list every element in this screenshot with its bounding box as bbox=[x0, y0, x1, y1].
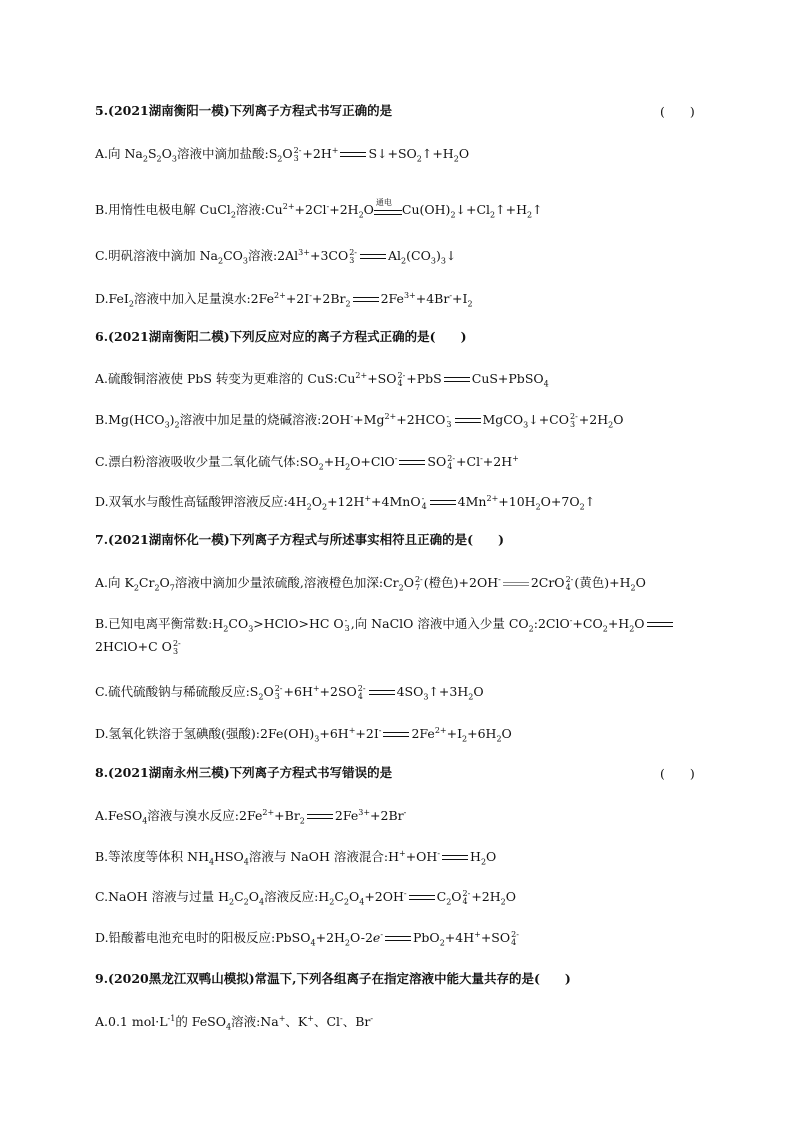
q7-option-b: B.已知电离平衡常数$:H_2CO_3>HClO>HC$ O - 3 ,向 NaClO 溶液中通入少量 $CO_2:2ClO^-+CO_2+H_2O$ bbox=[95, 612, 675, 639]
q6-option-d: D.双氧水与酸性高锰酸钾溶液反应$:4H_2O_2+12H^++4MnO$ - 4 $4Mn^{2+}+10H_2O+7O_2↑$ bbox=[95, 493, 596, 512]
q8-option-a: A.FeSO$_4$溶液与溴水反应$:2Fe^{2+}+Br_2$ $2Fe^{3+}+2Br^-$ bbox=[95, 808, 407, 826]
q5-option-c: C.明矾溶液中滴加 $Na_2CO_3$溶液$:2Al^{3+}+3CO$ 2- 3 $Al_2(CO_3)_3↓$ bbox=[95, 247, 457, 266]
q5-option-a: A.向 $Na_2S_2O_3$溶液中滴加盐酸$:S_2O$ 2- 3 +2H+ $S↓+SO_2↑+H_2O$ bbox=[95, 145, 470, 164]
q8-option-d: D.铅酸蓄电池充电时的阳极反应$:PbSO_4+2H_2O-2e^-$ PbO$_2$+4H++SO 2- 4 bbox=[95, 929, 519, 948]
q5-answer-paren: ( ) bbox=[660, 104, 695, 119]
q8-answer-paren: ( ) bbox=[660, 766, 695, 781]
electrolysis-condition: 通电 bbox=[374, 202, 402, 220]
reversible-sign bbox=[503, 582, 529, 586]
q7-option-b-cont: 2HClO+C O 2- 3 bbox=[95, 638, 181, 656]
q6-option-a: A.硫酸铜溶液使 PbS 转变为更难溶的 $CuS:Cu^{2+}+SO$ 2- 4 +PbS CuS+PbSO$_4$ bbox=[95, 370, 549, 389]
q6-option-b: $B.Mg(HCO_3)_2$溶液中加足量的烧碱溶液$:2OH^-+Mg^{2+}+2HCO$ - 3 MgCO$_3$↓+CO 2- 3 $+2H_2O$ bbox=[95, 411, 624, 430]
q5-option-d: D.FeI$_2$溶液中加入足量溴水$:2Fe^{2+}+2I^-+2Br_2$ $2Fe^{3+}+4Br^-+I_2$ bbox=[95, 291, 473, 309]
q7-option-c: C.硫代硫酸钠与稀硫酸反应$:S_2O$ 2- 3 +6H++2SO 2- 4 $4SO_3↑+3H_2O$ bbox=[95, 683, 484, 702]
q9-option-a: A.0.1 $mol\cdot L^{-1}$的 FeSO$_4$溶液:Na+、K+、Cl-、Br- bbox=[95, 1014, 374, 1032]
q7-option-a: A.向 $K_2Cr_2O_7$溶液中滴加少量浓硫酸,溶液橙色加深$:Cr_2O$ 2- 7 (橙色)+2OH- 2CrO 2- 4 (黄色)$+H_2O$ bbox=[95, 574, 646, 593]
q7-stem: 7.(2021湖南怀化一模)下列离子方程式与所述事实相符且正确的是( ) bbox=[95, 532, 504, 547]
q8-option-b: B.等浓度等体积 $NH_4HSO_4$溶液与 NaOH 溶液混合:H++OH- $H_2O$ bbox=[95, 849, 497, 867]
q5-option-b: B.用惰性电极电解 CuCl$_2$溶液$:Cu^{2+}+2Cl^-+2H_2O$ 通电 $Cu(OH)_2↓+Cl_2↑+H_2↑$ bbox=[95, 197, 543, 220]
q8-option-c: C.NaOH 溶液与过量 $H_2C_2O_4$溶液反应$:H_2C_2O_4+2OH^-$ $C_2O$ 2- 4 $+2H_2O$ bbox=[95, 888, 516, 907]
equals-sign bbox=[340, 152, 366, 157]
q5-stem: 5.(2021湖南衡阳一模)下列离子方程式书写正确的是 bbox=[95, 103, 393, 118]
q9-stem: 9.(2020黑龙江双鸭山模拟)常温下,下列各组离子在指定溶液中能大量共存的是( ) bbox=[95, 971, 571, 986]
q7-option-d: D.氢氧化铁溶于氢碘酸(强酸)$:2Fe(OH)_3+6H^++2I^-$ $2Fe^{2+}+I_2+6H_2O$ bbox=[95, 726, 512, 744]
q8-stem: 8.(2021湖南永州三模)下列离子方程式书写错误的是 bbox=[95, 765, 393, 780]
q6-option-c: C.漂白粉溶液吸收少量二氧化硫气体$:SO_2+H_2O+ClO^-$ SO 2- 4 +Cl-+2H+ bbox=[95, 453, 519, 472]
q6-stem: 6.(2021湖南衡阳二模)下列反应对应的离子方程式正确的是( ) bbox=[95, 329, 467, 344]
